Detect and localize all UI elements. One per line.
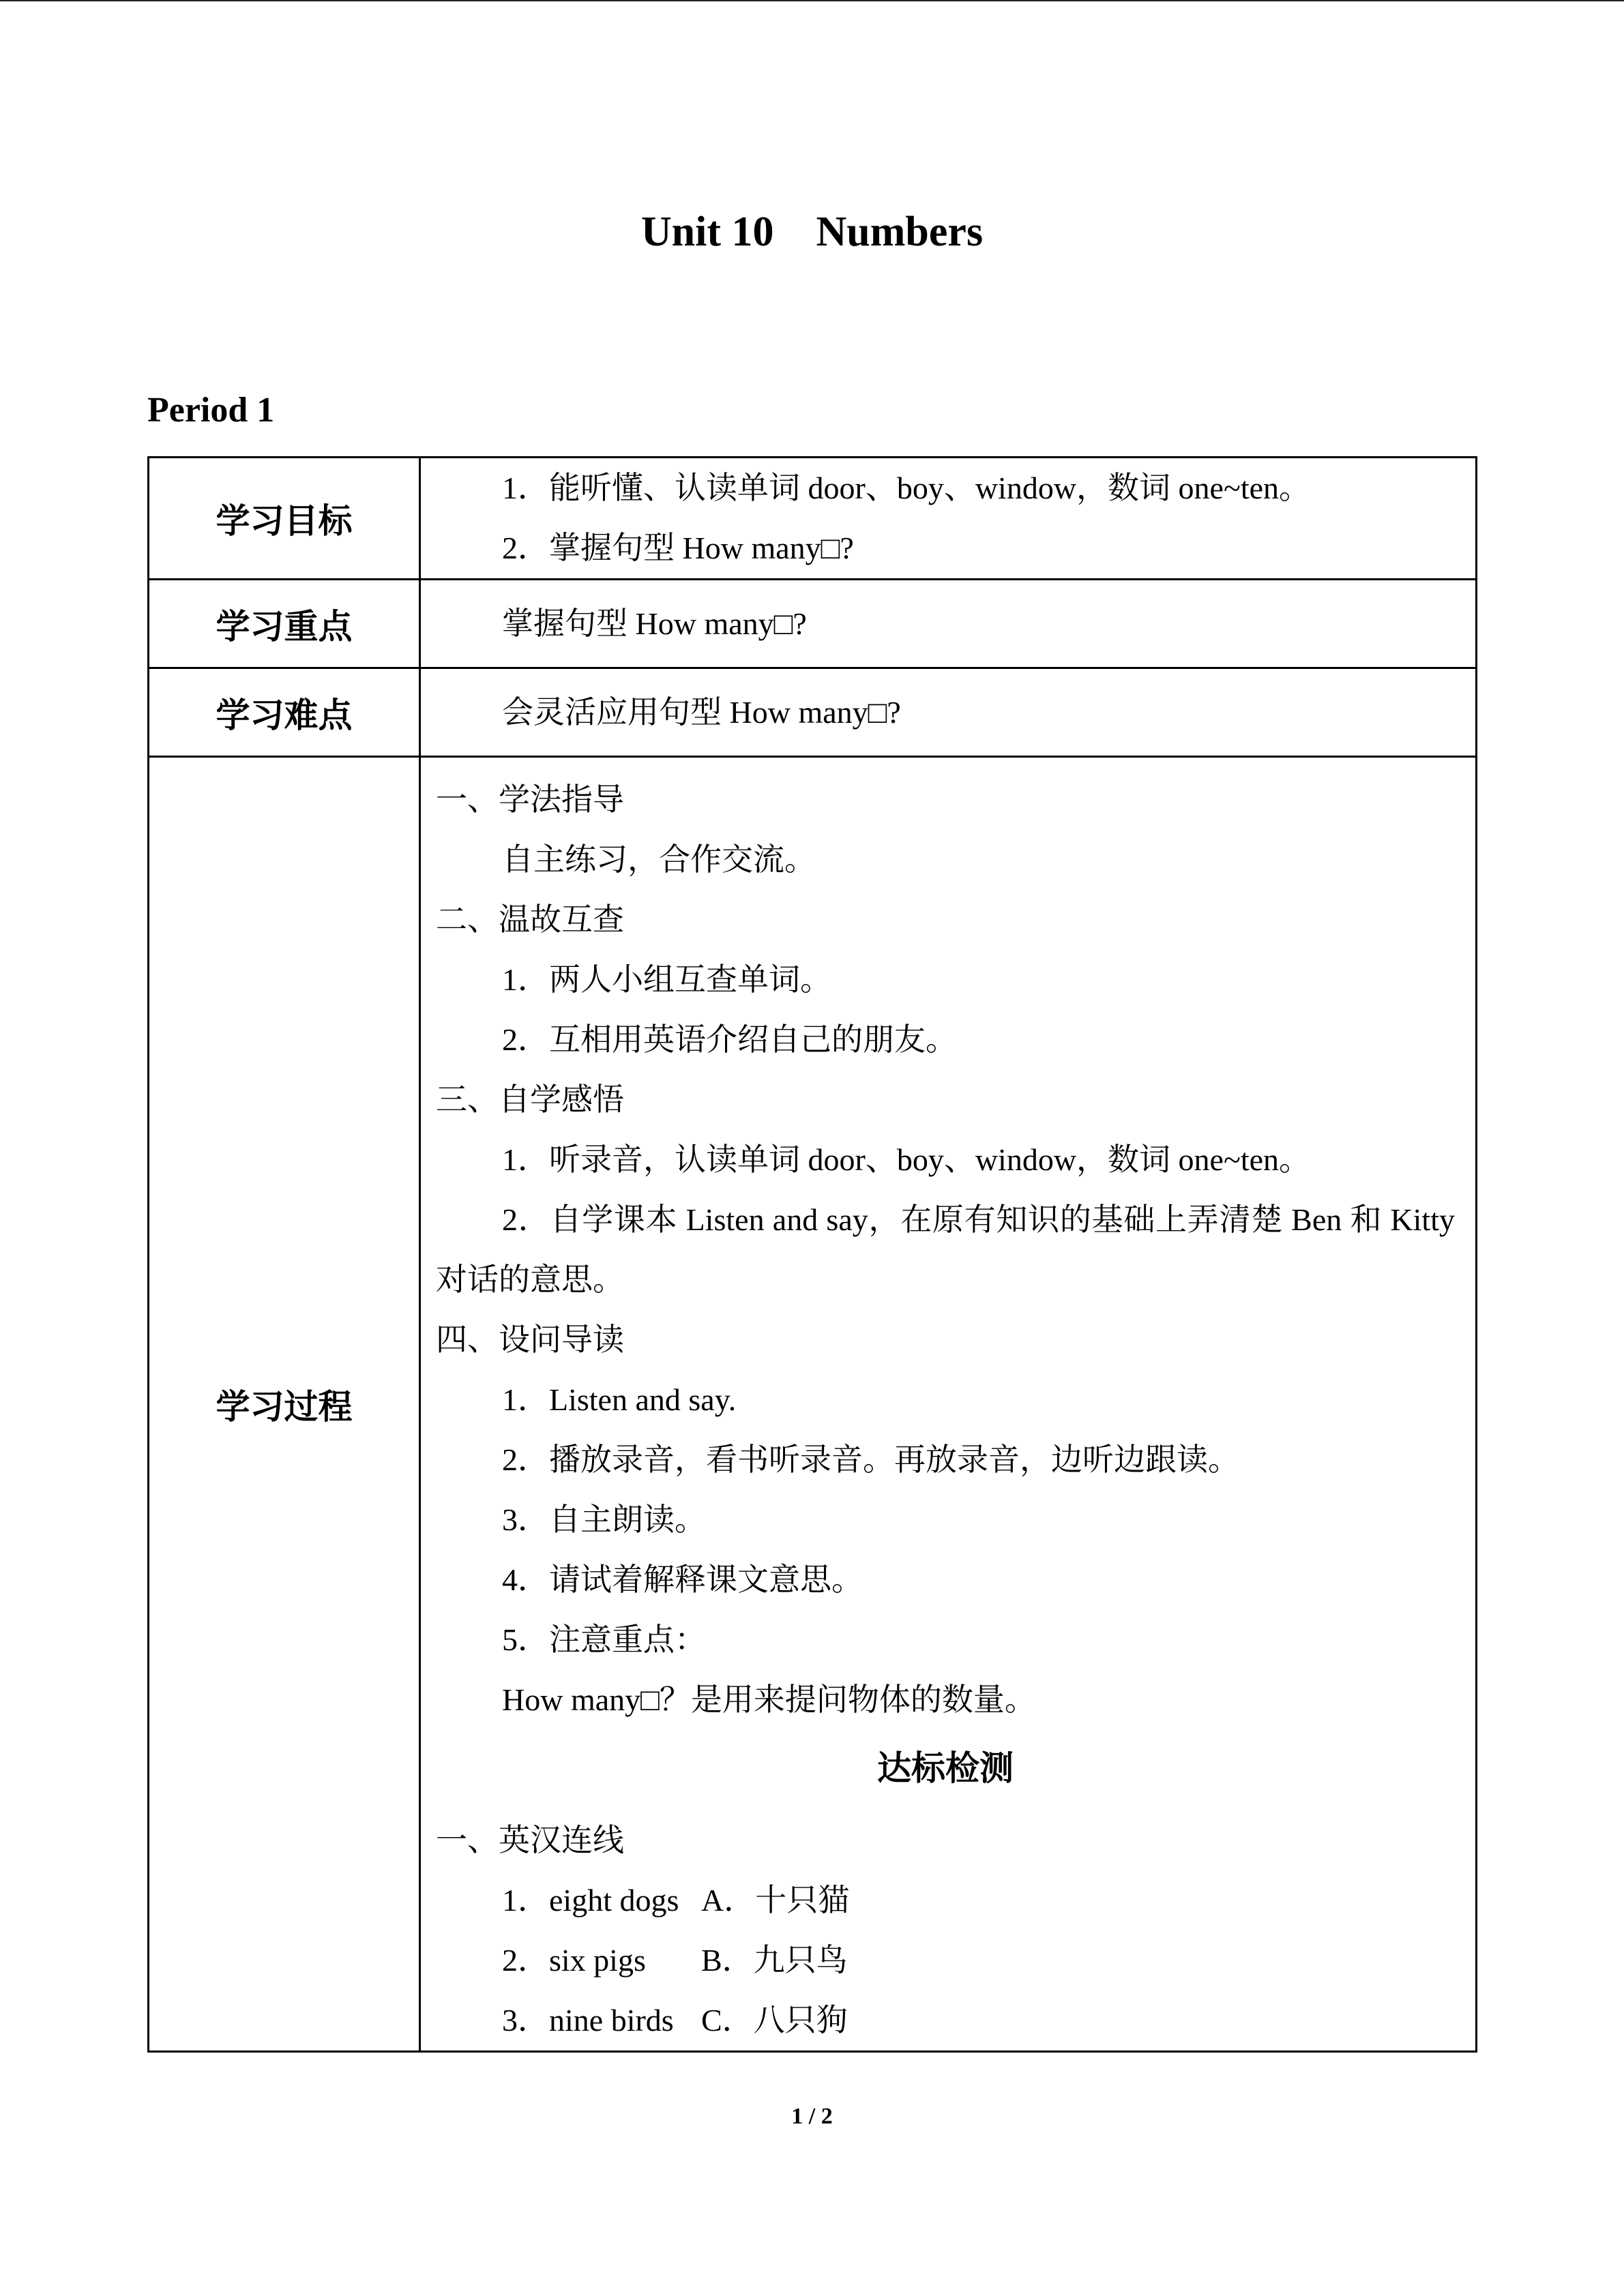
section-heading: 二、温故互查: [436, 902, 624, 937]
list-item: 1．Listen and say.: [502, 1382, 737, 1417]
key-note: How many□？是用来提问物体的数量。: [502, 1682, 1036, 1717]
period-heading: Period 1: [147, 391, 275, 430]
matching-chinese: A．十只猫: [701, 1883, 850, 1918]
matching-item: [436, 1930, 1455, 1991]
difficulties-row: [149, 668, 1477, 757]
objectives-cell: [420, 458, 1477, 580]
list-item: 1．两人小组互查单词。: [502, 962, 831, 997]
matching-english: 1．eight dogs: [502, 1883, 679, 1918]
matching-item: [436, 1870, 1455, 1930]
objectives-label: 学习目标: [149, 458, 420, 580]
section-text: 自主练习，合作交流。: [502, 842, 816, 877]
top-border-line: [0, 0, 1624, 1]
difficulties-cell: [420, 668, 1477, 757]
list-item: 1．听录音，认读单词 door、boy、window，数词 one~ten。: [502, 1142, 1311, 1177]
lesson-plan-table: [147, 456, 1477, 2053]
page-title: Unit 10 Numbers: [640, 209, 984, 255]
difficulty-item: 会灵活应用句型 How many□?: [502, 694, 901, 730]
key-points-cell: [420, 580, 1477, 668]
difficulties-label: 学习难点: [149, 668, 420, 757]
test-title: 达标检测: [877, 1748, 1014, 1788]
process-cell: [420, 757, 1477, 2052]
objectives-row: [149, 458, 1477, 580]
section-heading: 四、设问导读: [436, 1322, 624, 1357]
process-label: 学习过程: [149, 757, 420, 2052]
key-points-label: 学习重点: [149, 580, 420, 668]
list-item: 3．自主朗读。: [502, 1502, 706, 1537]
objective-item: 2．掌握句型 How many□?: [502, 531, 854, 565]
list-item: 2．互相用英语介绍自己的朋友。: [502, 1022, 957, 1057]
key-point-item: 掌握句型 How many□?: [502, 606, 807, 641]
list-item: 4．请试着解释课文意思。: [502, 1562, 863, 1597]
matching-chinese: B．九只鸟: [701, 1943, 848, 1978]
list-item: 2．播放录音，看书听录音。再放录音，边听边跟读。: [502, 1442, 1239, 1477]
section-heading: 一、英汉连线: [436, 1823, 624, 1858]
matching-english: 3．nine birds: [502, 2003, 674, 2038]
list-item: 2．自学课本 Listen and say，在原有知识的基础上弄清楚 Ben 和 Kitty 对话的意思。: [436, 1202, 1455, 1297]
matching-chinese: C．八只狗: [701, 2003, 848, 2038]
page-number: 1 / 2: [791, 2104, 833, 2129]
objective-item: 1．能听懂、认读单词 door、boy、window，数词 one~ten。: [502, 471, 1311, 505]
matching-english: 2．six pigs: [502, 1943, 646, 1978]
key-points-row: [149, 580, 1477, 668]
section-heading: 三、自学感悟: [436, 1082, 624, 1117]
process-row: [149, 757, 1477, 2052]
matching-item: [436, 1991, 1455, 2051]
section-heading: 一、学法指导: [436, 782, 624, 817]
list-item: 5．注意重点：: [502, 1622, 706, 1657]
